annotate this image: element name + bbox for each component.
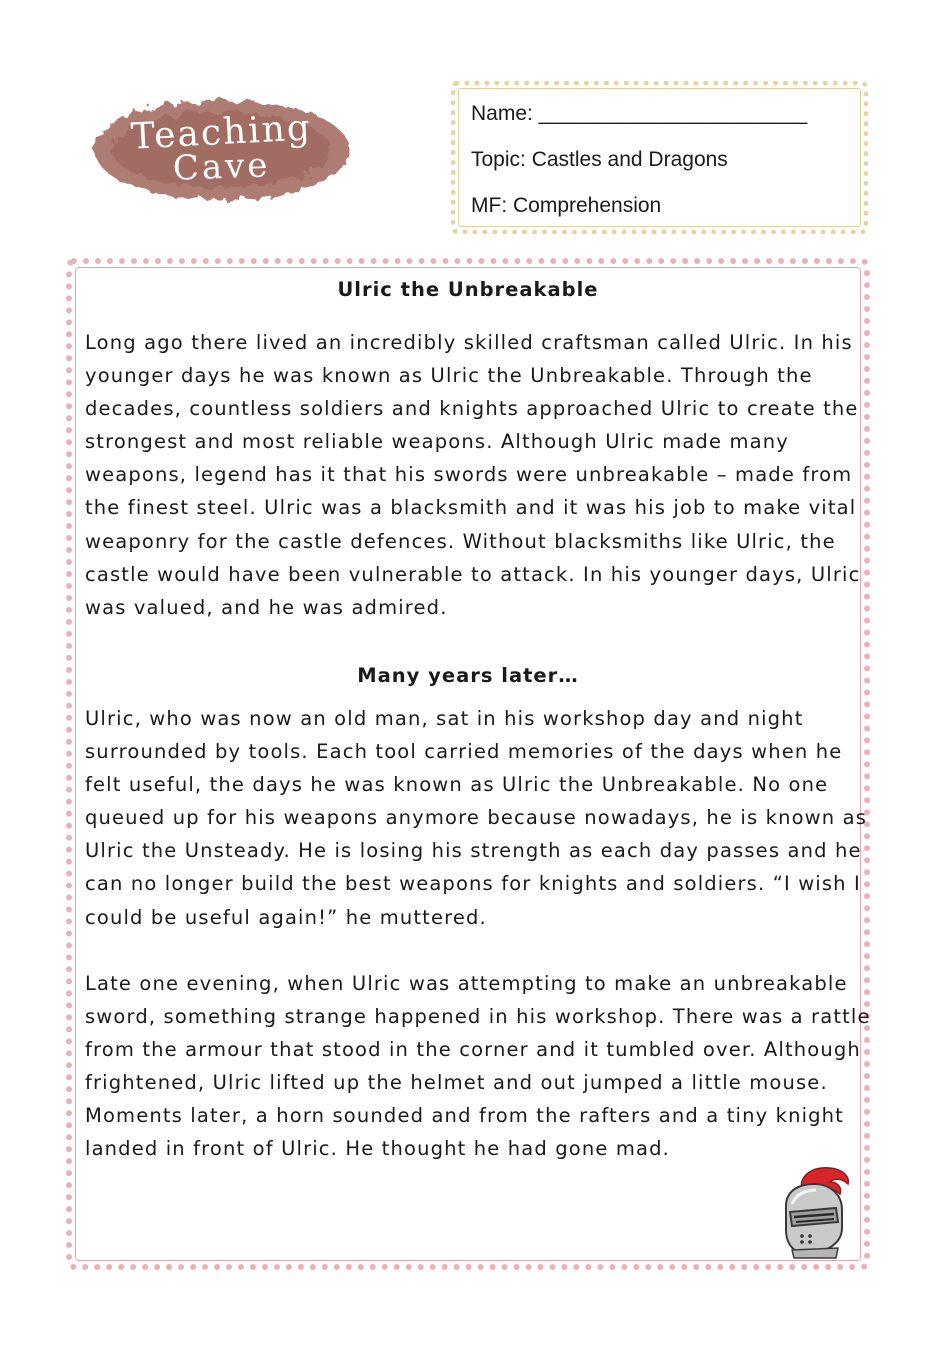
story-frame bbox=[66, 258, 870, 1270]
story-paragraph-2: Ulric, who was now an old man, sat in his workshop day and night surrounded by tools. Each tool carried memories of the days when he felt useful, the days he was known as Ulric the Unbreakable. No one queued up for his weapons anymore because nowadays, he is known as Ulric the Unsteady. He is losing his strength as each day passes and he can no longer build the best weapons for knights and soldiers. “I wish I could be useful again!” he muttered. bbox=[85, 707, 868, 929]
name-field[interactable]: Name: _______________________ bbox=[471, 102, 808, 125]
mf-label: MF: Comprehension bbox=[471, 194, 662, 217]
story-paragraph-1: Long ago there lived an incredibly skilled craftsman called Ulric. In his younger days he was known as Ulric the Unbreakable. Through the decades, countless soldiers and knights approached Ulric to create the strongest and most reliable weapons. Although Ulric made many weapons, legend has it that his swords were unbreakable – made from the finest steel. Ulric was a blacksmith and it was his job to make vital weaponry for the castle defences. Without blacksmiths like Ulric, the castle would have been vulnerable to attack. In his younger days, Ulric was valued, and he was admired. bbox=[85, 331, 861, 619]
logo-text-line1: Teaching bbox=[129, 107, 313, 158]
story-subheading: Many years later… bbox=[357, 664, 579, 687]
story-title: Ulric the Unbreakable bbox=[337, 278, 599, 301]
student-info-box bbox=[451, 81, 868, 234]
knight-helmet-icon bbox=[772, 1162, 856, 1260]
teaching-cave-logo bbox=[82, 86, 362, 214]
logo-text-line2: Cave bbox=[172, 145, 272, 189]
story-paragraph-3: Late one evening, when Ulric was attempting to make an unbreakable sword, something strange happened in his workshop. There was a rattle from the armour that stood in the corner and it tumbled over. Although frightened, Ulric lifted up the helmet and out jumped a little mouse. Moments later, a horn sounded and from the rafters and a tiny knight landed in front of Ulric. He thought he had gone mad. bbox=[85, 972, 871, 1161]
topic-label: Topic: Castles and Dragons bbox=[471, 148, 728, 171]
